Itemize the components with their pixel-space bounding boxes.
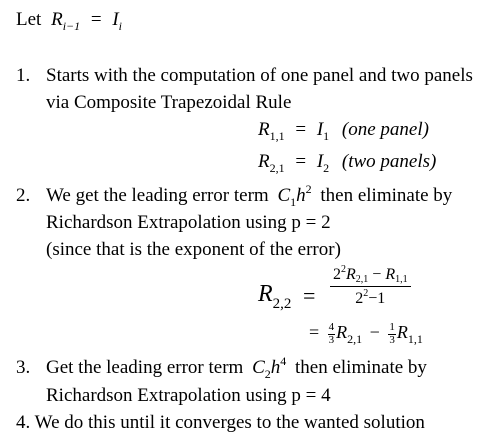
eq2-rhs-sub: 2 bbox=[323, 161, 330, 175]
step-1-equation-2 bbox=[258, 151, 437, 175]
step-2-text-before: We get the leading error term bbox=[46, 185, 269, 206]
formula-lhs-var: R bbox=[258, 281, 273, 307]
formula-numerator bbox=[330, 266, 411, 286]
step-1-text-2: via Composite Trapezoidal Rule bbox=[46, 92, 292, 113]
formula-minus: − bbox=[369, 322, 380, 343]
formula-denominator bbox=[330, 287, 411, 308]
step-2-term-sup: 2 bbox=[305, 182, 312, 196]
intro-rhs-var: I bbox=[112, 9, 119, 30]
eq2-sub: 2,1 bbox=[269, 161, 285, 175]
intro-lhs-sub: i−1 bbox=[62, 19, 81, 33]
step-3-term-sub: 2 bbox=[264, 367, 271, 381]
step-1-text: Starts with the computation of one panel and two panels bbox=[46, 65, 473, 86]
t2-var: R bbox=[396, 322, 408, 343]
eq1-sub: 1,1 bbox=[269, 129, 285, 143]
intro-lhs-var: R bbox=[51, 9, 63, 30]
intro-eq: = bbox=[90, 9, 102, 30]
eq1-note: (one panel) bbox=[341, 119, 429, 140]
formula-lhs-sub: 2,2 bbox=[272, 296, 292, 312]
num-coef-sup: 2 bbox=[341, 264, 346, 275]
t1-sub: 2,1 bbox=[347, 332, 363, 347]
formula-eq: = bbox=[303, 283, 316, 308]
num-minus: − bbox=[372, 266, 382, 283]
num-coef: 2 bbox=[333, 266, 341, 283]
f1-den: 3 bbox=[328, 333, 335, 346]
step-2-term-sub: 1 bbox=[290, 195, 297, 209]
step-4-text: We do this until it converges to the wanted solution bbox=[34, 412, 425, 433]
f2-num: 1 bbox=[389, 321, 395, 333]
step-2-text-2: Richardson Extrapolation using p = 2 bbox=[46, 212, 331, 233]
step-3-number: 3. bbox=[16, 357, 31, 378]
eq1-eq: = bbox=[295, 119, 307, 140]
intro-text: Let bbox=[16, 9, 42, 30]
step-3-text-after: then eliminate by bbox=[295, 357, 427, 378]
formula-fraction bbox=[330, 266, 411, 308]
num-r2-sub: 1,1 bbox=[395, 274, 408, 285]
fraction-one-third bbox=[388, 322, 396, 346]
fraction-four-thirds bbox=[328, 322, 336, 346]
eq2-rhs-var: I bbox=[316, 151, 324, 172]
step-2-number: 2. bbox=[16, 185, 31, 206]
step-2-term-h: h bbox=[296, 185, 306, 206]
step-3-term-sup: 4 bbox=[280, 354, 287, 368]
eq1-rhs-var: I bbox=[316, 119, 324, 140]
den-rest: −1 bbox=[368, 290, 386, 307]
formula-second-line bbox=[309, 322, 423, 346]
t1-var: R bbox=[336, 322, 348, 343]
formula-eq2: = bbox=[309, 322, 320, 343]
step-2-text-3: (since that is the exponent of the error) bbox=[46, 239, 341, 260]
step-3-term-var: C bbox=[252, 357, 265, 378]
step-2-text-after: then eliminate by bbox=[320, 185, 453, 206]
f1-num: 4 bbox=[328, 321, 335, 333]
den-sup: 2 bbox=[363, 288, 369, 299]
num-r1: R bbox=[346, 266, 356, 283]
formula-lhs bbox=[258, 281, 292, 312]
eq2-var: R bbox=[258, 151, 270, 172]
step-3-term-h: h bbox=[270, 357, 281, 378]
t2-sub: 1,1 bbox=[407, 332, 423, 347]
den-base: 2 bbox=[355, 290, 364, 307]
step-3-text-before: Get the leading error term bbox=[46, 357, 244, 378]
eq2-eq: = bbox=[295, 151, 307, 172]
step-4 bbox=[16, 413, 425, 432]
step-3-text bbox=[46, 354, 427, 381]
step-2-text bbox=[46, 182, 453, 209]
step-1-number: 1. bbox=[16, 65, 31, 86]
step-3-text-2: Richardson Extrapolation using p = 4 bbox=[46, 385, 331, 406]
intro-rhs-sub: i bbox=[118, 19, 123, 33]
f2-den: 3 bbox=[389, 333, 395, 346]
eq2-note: (two panels) bbox=[341, 151, 437, 172]
eq1-rhs-sub: 1 bbox=[323, 129, 330, 143]
intro-line bbox=[16, 9, 123, 33]
eq1-var: R bbox=[258, 119, 270, 140]
step-2-term-var: C bbox=[277, 185, 291, 206]
step-4-number: 4. bbox=[16, 412, 31, 433]
num-r2: R bbox=[385, 266, 396, 283]
step-1-equation-1 bbox=[258, 119, 429, 143]
num-r1-sub: 2,1 bbox=[355, 274, 369, 285]
